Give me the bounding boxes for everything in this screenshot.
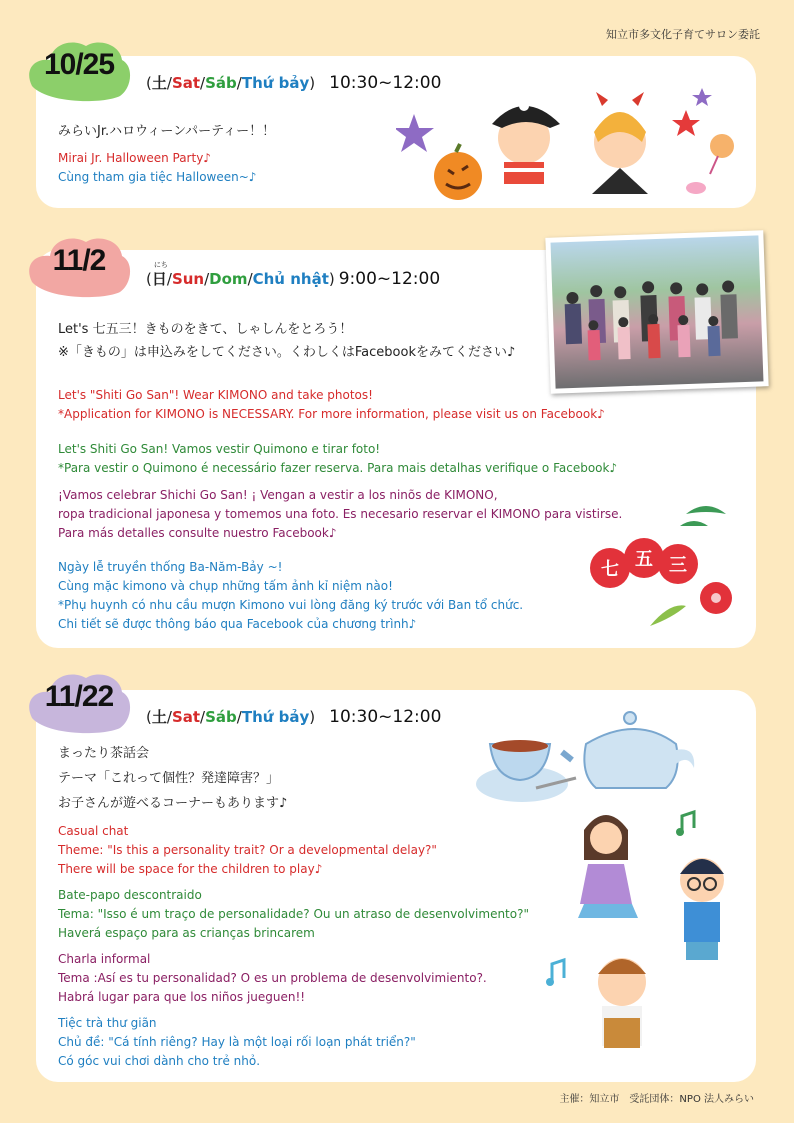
event-1025-day-time: (土/Sat/Sáb/Thứ bảy) 10:30~12:00 (146, 73, 442, 93)
day-vi: Thứ bảy (241, 708, 310, 726)
date-badge-112 (24, 232, 134, 298)
event-1122-jp (58, 744, 287, 813)
es-line: ropa tradicional japonesa y tomemos una foto. Es necesario reservar el KIMONO para vistirse. (58, 507, 623, 521)
star-icon (692, 88, 712, 106)
event-112-pt (58, 440, 617, 478)
event-1025-description (58, 122, 275, 187)
event-1122-pt (58, 886, 529, 943)
jp-line: テーマ「これって個性？発達障害？」 (58, 771, 280, 786)
event-1122-es (58, 950, 487, 1007)
vi-line: Ngày lễ truyền thống Ba-Năm-Bảy ~! (58, 560, 283, 574)
day-pt: Dom (209, 270, 248, 288)
pt-line: Bate-papo descontraido (58, 888, 202, 902)
event-time: 10:30~12:00 (329, 73, 442, 93)
candy-icon (686, 182, 706, 194)
day-vi: Chủ nhật (252, 270, 329, 288)
day-jp: 土 (151, 74, 167, 92)
star-icon (672, 110, 700, 136)
day-en: Sat (171, 74, 201, 92)
lollipop-icon (710, 134, 734, 158)
event-1122-en (58, 822, 437, 879)
pt-line: Haverá espaço para as crianças brincarem (58, 926, 315, 940)
badge-char: 三 (669, 555, 687, 576)
es-line: Charla informal (58, 952, 151, 966)
badge-char: 五 (635, 549, 653, 570)
event-1122-day-time: (土/Sat/Sáb/Thứ bảy) 10:30~12:00 (146, 707, 442, 727)
jp-line: まったり茶話会 (58, 746, 150, 761)
halloween-illustration (396, 84, 746, 204)
date-label: 11/2 (52, 244, 106, 277)
day-jp: 土 (151, 708, 167, 726)
committee-name: 知立市多文化子育てサロン委託 (606, 28, 760, 41)
en-line: Mirai Jr. Halloween Party♪ (58, 151, 211, 165)
es-line: Para más detalles consulte nuestro Facebook♪ (58, 526, 337, 540)
jp-line: みらいJr.ハロウィーンパーティー！！ (58, 124, 276, 139)
en-line: *Application for KIMONO is NECESSARY. For more information, please visit us on Facebook♪ (58, 407, 605, 421)
vi-line: Chi tiết sẽ được thông báo qua Facebook của chương trình♪ (58, 617, 417, 631)
en-line: Theme: "Is this a personality trait? Or a developmental delay?" (58, 843, 437, 857)
event-112-jp (58, 320, 515, 362)
en-line: Casual chat (58, 824, 129, 838)
es-line: Habrá lugar para que los niños jueguen!! (58, 990, 306, 1004)
music-note-icon (552, 960, 564, 982)
bamboo-leaf-icon (650, 605, 686, 626)
pt-line: Tema: "Isso é um traço de personalidade? Ou un atraso de desenvolvimento?" (58, 907, 529, 921)
vi-line: Chủ đề: "Cá tính riêng? Hay là một loại rối loạn phát triển?" (58, 1035, 416, 1049)
day-jp-char: 日 (151, 270, 167, 288)
vi-line: *Phụ huynh có nhu cầu mượn Kimono vui lòng đăng ký trước với Ban tổ chức. (58, 598, 524, 612)
event-112-en (58, 386, 605, 424)
pt-line: Let's Shiti Go San! Vamos vestir Quimono e tirar foto! (58, 442, 381, 456)
event-time: 9:00~12:00 (338, 269, 441, 289)
jp-line: Let's 七五三！きものをきて、しゃしんをとろう！ (58, 322, 353, 337)
jp-line: ※「きもの」は申込みをしてください。くわしくはFacebookをみてください♪ (58, 345, 516, 360)
pumpkin-icon (434, 152, 482, 200)
kimono-group-photo (545, 230, 768, 394)
event-112-es (58, 486, 622, 543)
day-jp (151, 261, 168, 288)
event-112-day-time: ( にち 日/Sun/Dom/Chủ nhật) 9:00~12:00 (146, 261, 441, 289)
tea-children-illustration (476, 704, 746, 1074)
vi-line: Có góc vui chơi dành cho trẻ nhỏ. (58, 1054, 261, 1068)
date-label: 11/22 (44, 680, 114, 713)
day-vi: Thứ bảy (241, 74, 310, 92)
event-112-vi (58, 558, 523, 634)
pine-icon (680, 506, 726, 526)
day-pt: Sáb (205, 74, 237, 92)
music-note-icon (682, 812, 694, 832)
en-line: Let's "Shiti Go San"! Wear KIMONO and take photos! (58, 388, 373, 402)
event-1122-vi (58, 1014, 416, 1071)
day-pt: Sáb (205, 708, 237, 726)
vi-line: Cùng mặc kimono và chụp những tấm ảnh kỉ niệm nào! (58, 579, 393, 593)
pt-line: *Para vestir o Quimono é necessário fazer reserva. Para mais detalhas verifique o Facebook♪ (58, 461, 618, 475)
es-line: ¡Vamos celebrar Shichi Go San! ¡ Vengan a vestir a los ninõs de KIMONO, (58, 488, 498, 502)
date-badge-1122 (24, 668, 134, 734)
jp-line: お子さんが遊べるコーナーもあります♪ (58, 796, 288, 811)
shichigosan-decoration (590, 496, 740, 636)
day-en: Sun (171, 270, 205, 288)
day-ruby: にち (153, 261, 168, 269)
vi-line: Cùng tham gia tiệc Halloween~♪ (58, 170, 257, 184)
footer-credits: 主催：知立市 受託団体：NPO 法人みらい (559, 1094, 754, 1105)
es-line: Tema :Así es tu personalidad? O es un problema de desenvolvimiento?. (58, 971, 487, 985)
day-en: Sat (171, 708, 201, 726)
star-icon (396, 114, 434, 152)
en-line: There will be space for the children to play♪ (58, 862, 323, 876)
date-badge-1025 (24, 36, 134, 102)
teapot-icon (584, 729, 677, 788)
date-label: 10/25 (43, 48, 115, 81)
badge-char: 七 (601, 559, 619, 580)
event-time: 10:30~12:00 (329, 707, 442, 727)
devil-horns-icon (596, 92, 644, 106)
vi-line: Tiệc trà thư giãn (58, 1016, 157, 1030)
